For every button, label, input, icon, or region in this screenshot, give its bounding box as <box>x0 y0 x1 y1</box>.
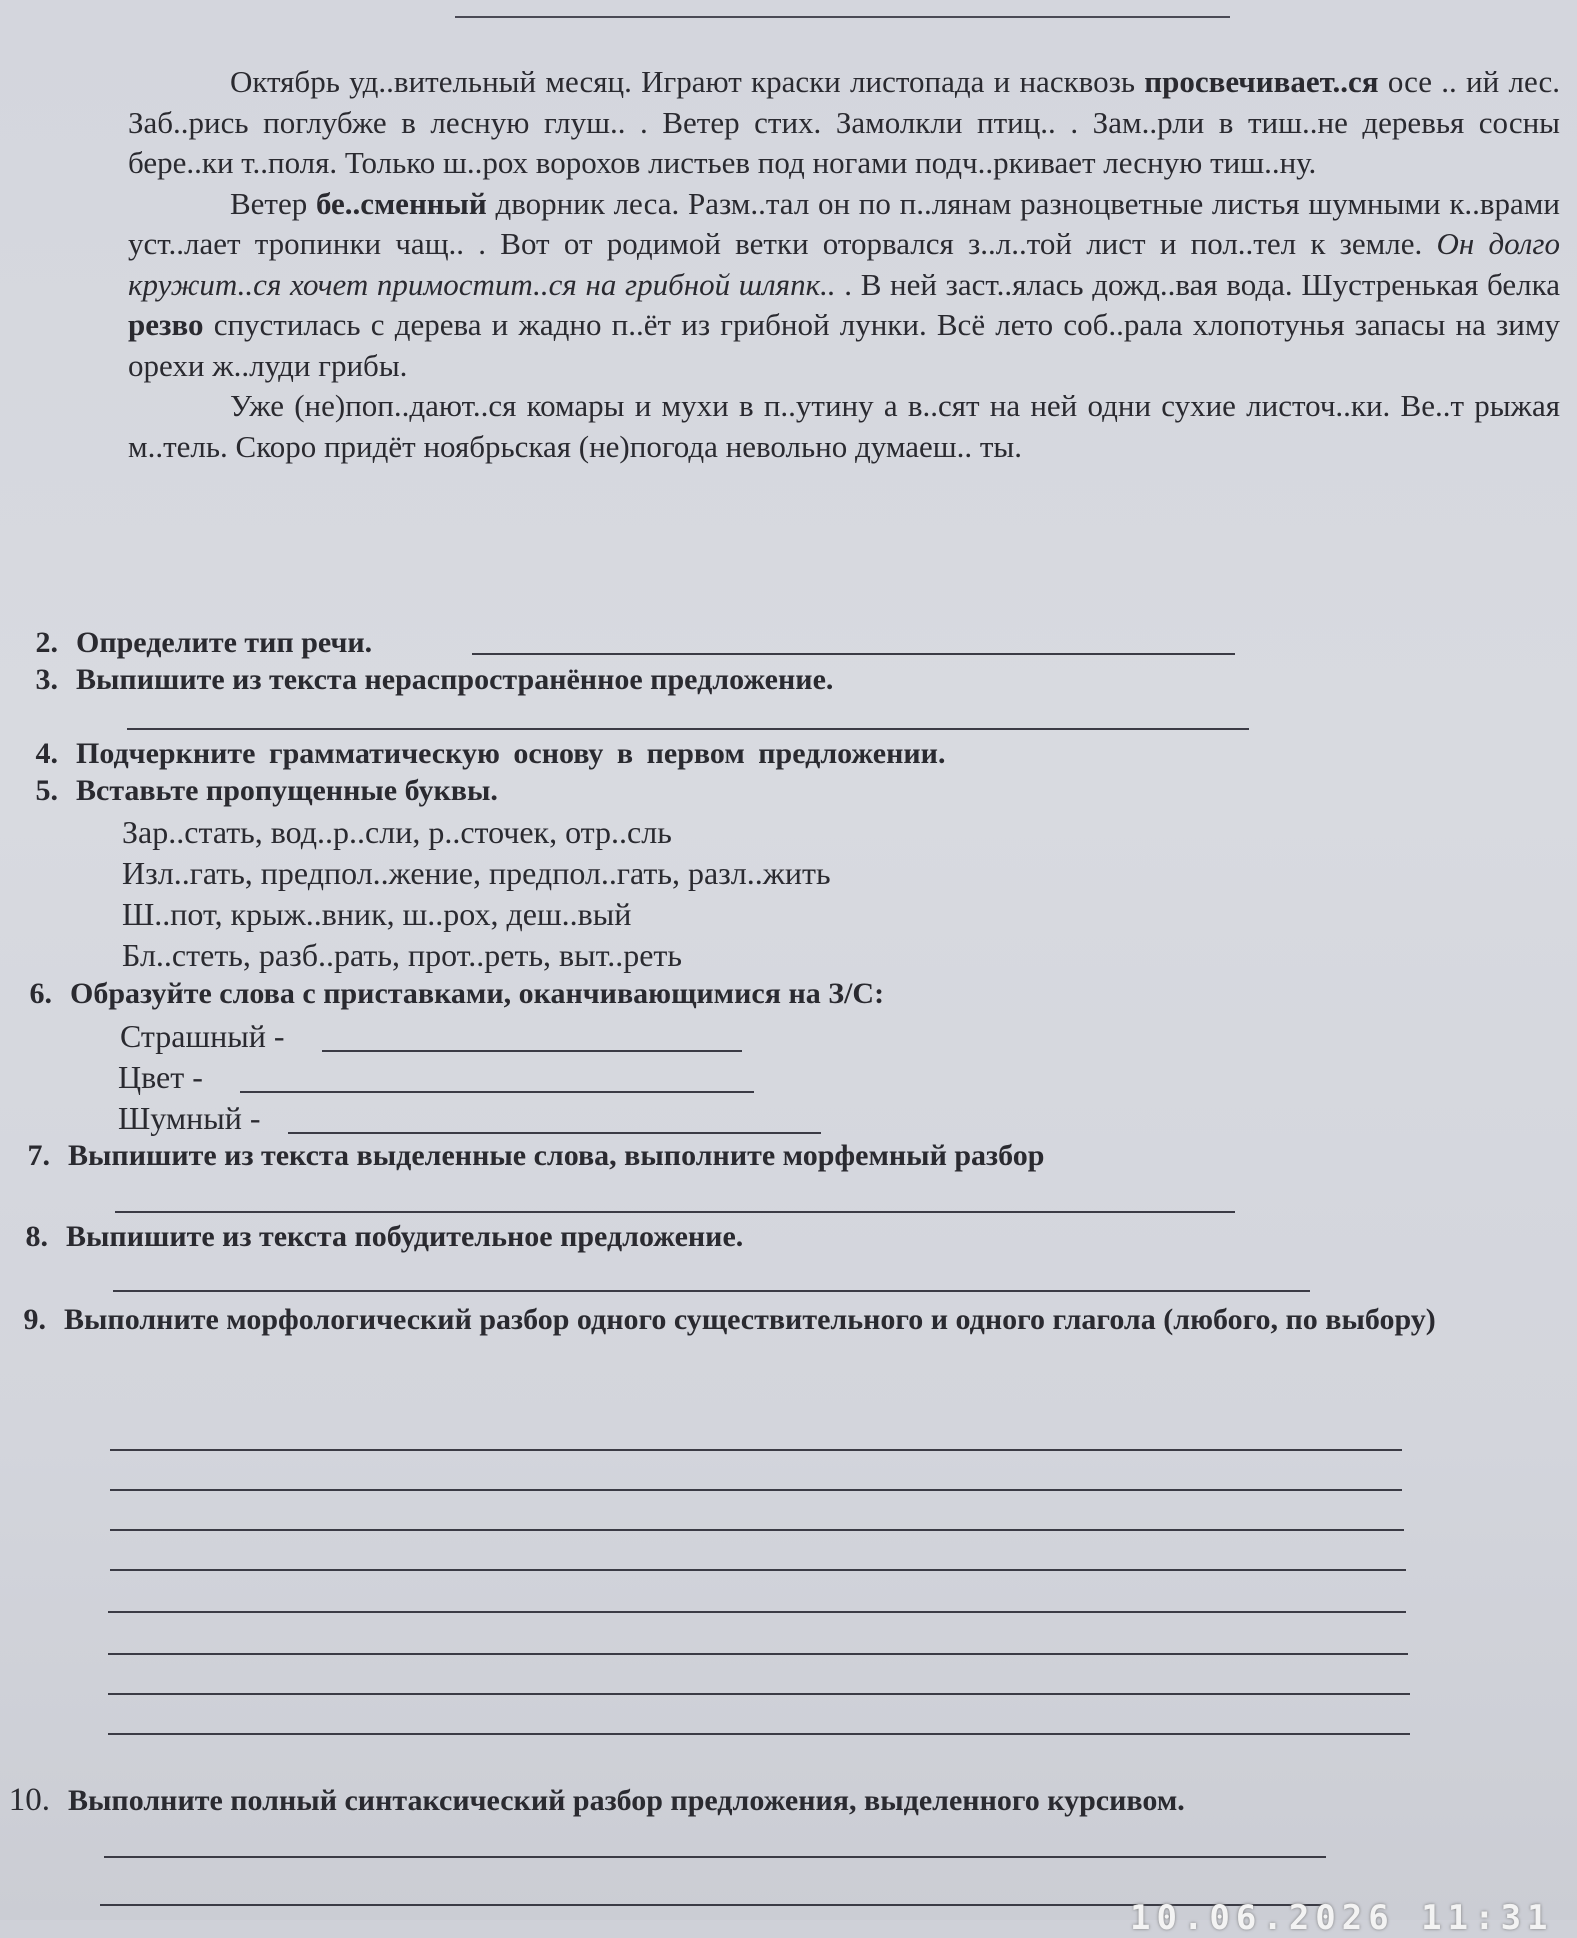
answer-line-q9[interactable] <box>108 1653 1408 1655</box>
top-rule <box>455 16 1230 18</box>
answer-line-shumny[interactable] <box>288 1132 821 1134</box>
form-word-shumny: Шумный - <box>118 1100 261 1136</box>
answer-line-q10[interactable] <box>104 1856 1326 1858</box>
bold-word-3: резво <box>128 307 204 342</box>
question-2: 2. Определите тип речи. <box>35 626 373 659</box>
answer-line-q2[interactable] <box>472 653 1235 655</box>
answer-line-q9[interactable] <box>110 1529 1404 1531</box>
answer-line-q9[interactable] <box>108 1733 1410 1735</box>
question-8: 8. Выпишите из текста побудительное предложение. <box>25 1220 744 1253</box>
answer-line-q9[interactable] <box>110 1569 1406 1571</box>
question-10: 10. Выполните полный синтаксический разбор предложения, выделенного курсивом. <box>8 1782 1185 1818</box>
form-word-tsvet: Цвет - <box>118 1059 203 1095</box>
answer-line-q9[interactable] <box>108 1611 1406 1613</box>
question-7: 7. Выпишите из текста выделенные слова, выполните морфемный разбор <box>27 1139 1045 1172</box>
answer-line-q9[interactable] <box>110 1489 1402 1491</box>
passage-paragraph-3: Уже (не)поп..дают..ся комары и мухи в п..утину а в..сят на ней одни сухие листоч..ки. Ве..т рыжая м..тель. Скоро придёт ноябрьская (не)погода невольно думаеш.. ты. <box>128 388 1560 464</box>
word-row: Зар..стать, вод..р..сли, р..сточек, отр..сль <box>122 814 672 850</box>
word-row: Ш..пот, крыж..вник, ш..рох, деш..вый <box>122 896 632 932</box>
answer-line-q9[interactable] <box>108 1693 1410 1695</box>
form-word-strashny: Страшный - <box>120 1018 285 1054</box>
bold-word-2: бе..сменный <box>315 185 487 221</box>
passage-paragraph-2: Ветер бе..сменный дворник леса. Разм..тал он по п..лянам разноцветные листья шумными к..врами уст..лает тропинки чащ.. . Вот от родимой ветки оторвался з..л..той лист и пол..тел к земле. Он долго кружит..ся хочет примостит..ся на грибной шляпк.. . В ней заст..ялась дожд..вая вода. Шустренькая белка резво спустилась с дерева и жадно п..ёт из грибной лунки. Всё лето соб..рала хлопотунья запасы на зиму орехи ж..луди грибы. <box>128 185 1560 383</box>
italic-sentence: Он долго кружит..ся хочет примостит..ся на грибной шляпк.. <box>128 226 1560 302</box>
word-row: Изл..гать, предпол..жение, предпол..гать, разл..жить <box>122 855 831 891</box>
question-6: 6. Образуйте слова с приставками, оканчивающимися на З/С: <box>29 977 885 1010</box>
photo-timestamp: 10.06.2026 11:31 <box>1130 1898 1554 1938</box>
missing-letters-list <box>122 812 831 976</box>
answer-line-q7[interactable] <box>115 1211 1235 1213</box>
question-9: 9. Выполните морфологический разбор одного существительного и одного глагола (любого, по выбору) <box>23 1303 1436 1336</box>
answer-line-q9[interactable] <box>110 1449 1402 1451</box>
passage-paragraph-1: Октябрь уд..вительный месяц. Играют краски листопада и насквозь просвечивает..ся осе .. ий лес. Заб..рись поглубже в лесную глуш.. . Ветер стих. Замолкли птиц.. . Зам..рли в тиш..не деревья сосны бере..ки т..поля. Только ш..рох ворохов листьев под ногами подч..ркивает лесную тиш..ну. <box>128 64 1560 180</box>
answer-line-tsvet[interactable] <box>240 1091 754 1093</box>
question-4: 4. Подчеркните грамматическую основу в первом предложении. <box>35 737 946 770</box>
reading-passage <box>128 62 1560 467</box>
answer-line-q8[interactable] <box>113 1290 1310 1292</box>
answer-line-strashny[interactable] <box>322 1050 742 1052</box>
question-3: 3. Выпишите из текста нераспространённое предложение. <box>35 663 834 696</box>
question-5: 5. Вставьте пропущенные буквы. <box>35 774 498 807</box>
word-row: Бл..стеть, разб..рать, прот..реть, выт..реть <box>122 937 682 973</box>
bold-word-1: просвечивает..ся <box>1144 64 1379 99</box>
answer-line-q3[interactable] <box>127 728 1249 730</box>
